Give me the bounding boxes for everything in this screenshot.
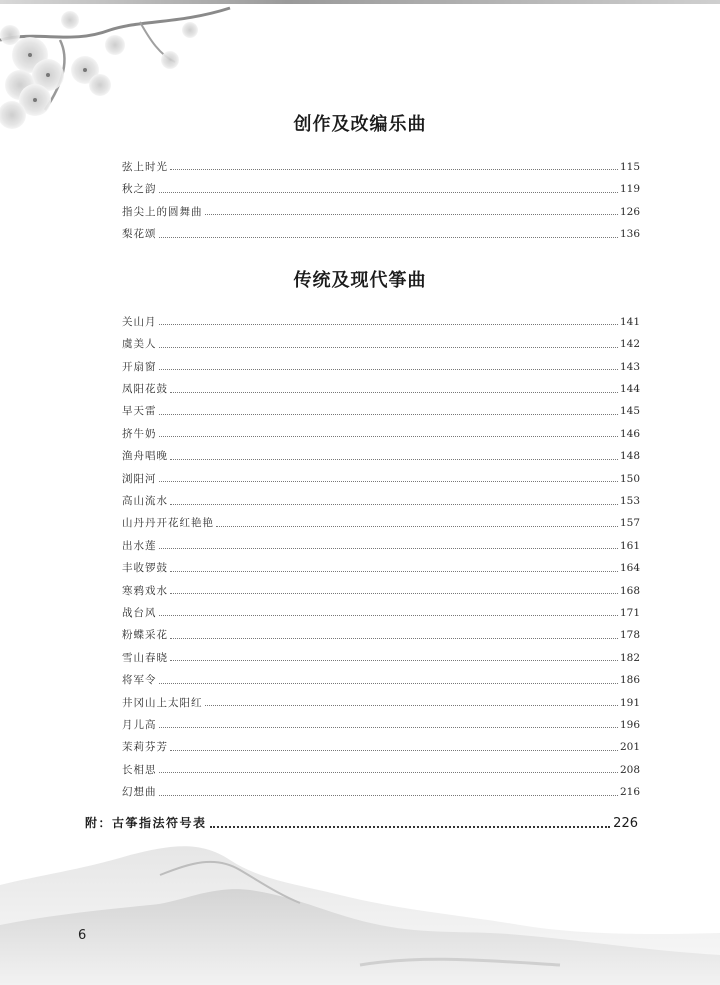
dot-leader: [170, 169, 618, 170]
toc-entry-page: 115: [619, 160, 640, 173]
toc-entry-page: 119: [619, 183, 640, 196]
toc-entry-page: 182: [619, 651, 640, 664]
toc-entry-page: 208: [619, 763, 640, 776]
toc-entry[interactable]: [122, 730, 640, 752]
toc-entry-title: 粉蝶采花: [122, 629, 168, 642]
toc-entry-title: 月儿高: [122, 718, 157, 731]
dot-leader: [159, 347, 618, 348]
toc-entry-title: 茉莉芬芳: [122, 741, 168, 754]
toc-entry-title: 井冈山上太阳红: [122, 696, 203, 709]
toc-entry-page: 144: [619, 383, 640, 396]
dot-leader: [216, 526, 618, 527]
section-title-traditional-works: 传统及现代筝曲: [293, 270, 427, 291]
toc-entry[interactable]: [122, 686, 640, 708]
toc-entry-title: 指尖上的圆舞曲: [122, 205, 203, 218]
toc-entry-title: 早天雷: [122, 405, 157, 418]
toc-entry-title: 渔舟唱晚: [122, 450, 168, 463]
toc-entry-title: 幻想曲: [122, 786, 157, 799]
toc-entry-page: 153: [619, 495, 640, 508]
toc-entry-appendix[interactable]: [85, 814, 638, 831]
dot-leader: [170, 750, 618, 751]
toc-entry-page: 216: [619, 786, 640, 799]
toc-entry[interactable]: [122, 395, 640, 417]
toc-entry-title: 将军令: [122, 674, 157, 687]
toc-entry-title: 浏阳河: [122, 472, 157, 485]
appendix-title: 附：古筝指法符号表: [85, 816, 207, 830]
dot-leader: [170, 638, 618, 639]
dot-leader: [170, 459, 618, 460]
toc-entry[interactable]: [122, 305, 640, 327]
toc-entry-page: 150: [619, 472, 640, 485]
toc-entry-title: 长相思: [122, 763, 157, 776]
appendix-page: 226: [613, 816, 638, 831]
toc-entry[interactable]: [122, 417, 640, 439]
ink-mountain-illustration: [0, 815, 720, 985]
toc-entry-page: 168: [619, 584, 640, 597]
toc-entry-title: 秋之韵: [122, 183, 157, 196]
dot-leader: [170, 593, 618, 594]
dot-leader: [159, 795, 618, 796]
dot-leader: [159, 192, 618, 193]
dot-leader: [159, 772, 618, 773]
toc-entry[interactable]: [122, 663, 640, 685]
dot-leader: [159, 615, 618, 616]
toc-entry-page: 196: [619, 718, 640, 731]
toc-entry[interactable]: [122, 596, 640, 618]
section-title-original-works: 创作及改编乐曲: [293, 114, 427, 135]
toc-entry-title: 弦上时光: [122, 160, 168, 173]
toc-entry-page: 136: [619, 228, 640, 241]
toc-entry[interactable]: [122, 217, 640, 239]
toc-entry[interactable]: [122, 150, 640, 172]
toc-entry[interactable]: [122, 484, 640, 506]
toc-entry-page: 143: [619, 360, 640, 373]
toc-entry-title: 高山流水: [122, 495, 168, 508]
toc-entry-page: 186: [619, 674, 640, 687]
dot-leader: [170, 571, 618, 572]
toc-entry[interactable]: [122, 507, 640, 529]
dot-leader: [159, 414, 618, 415]
toc-entry-page: 201: [619, 741, 640, 754]
dot-leader: [159, 324, 618, 325]
dot-leader: [159, 727, 618, 728]
toc-entry[interactable]: [122, 551, 640, 573]
toc-entry[interactable]: [122, 439, 640, 461]
toc-entry[interactable]: [122, 172, 640, 194]
toc-entry-title: 丰收锣鼓: [122, 562, 168, 575]
toc-entry-page: 178: [619, 629, 640, 642]
toc-entry-page: 145: [619, 405, 640, 418]
toc-entry[interactable]: [122, 350, 640, 372]
dot-leader: [170, 504, 618, 505]
toc-list-original-works: [122, 150, 640, 240]
toc-entry-page: 126: [619, 205, 640, 218]
toc-entry-title: 梨花颂: [122, 228, 157, 241]
toc-entry[interactable]: [122, 708, 640, 730]
toc-entry-title: 寒鸦戏水: [122, 584, 168, 597]
toc-entry-title: 虞美人: [122, 338, 157, 351]
toc-entry[interactable]: [122, 327, 640, 349]
toc-entry-page: 141: [619, 315, 640, 328]
toc-list-traditional-works: [122, 305, 640, 798]
toc-entry-title: 凤阳花鼓: [122, 383, 168, 396]
toc-entry-title: 战台风: [122, 606, 157, 619]
toc-entry-page: 142: [619, 338, 640, 351]
toc-entry[interactable]: [122, 372, 640, 394]
toc-entry[interactable]: [122, 574, 640, 596]
dot-leader: [159, 369, 618, 370]
toc-entry[interactable]: [122, 462, 640, 484]
toc-entry-page: 161: [619, 539, 640, 552]
dot-leader: [159, 237, 618, 238]
toc-entry-page: 157: [619, 517, 640, 530]
toc-entry[interactable]: [122, 618, 640, 640]
toc-entry-title: 关山月: [122, 315, 157, 328]
dot-leader: [170, 660, 618, 661]
toc-entry[interactable]: [122, 775, 640, 797]
toc-entry-title: 出水莲: [122, 539, 157, 552]
dot-leader: [159, 481, 618, 482]
toc-entry-page: 164: [619, 562, 640, 575]
dot-leader: [159, 548, 618, 549]
toc-entry-page: 191: [619, 696, 640, 709]
toc-entry[interactable]: [122, 641, 640, 663]
toc-entry-title: 雪山春晓: [122, 651, 168, 664]
toc-entry[interactable]: [122, 529, 640, 551]
toc-entry-title: 山丹丹开花红艳艳: [122, 517, 214, 530]
toc-entry-page: 146: [619, 427, 640, 440]
toc-entry-page: 148: [619, 450, 640, 463]
toc-entry-title: 挤牛奶: [122, 427, 157, 440]
toc-entry-title: 开扇窗: [122, 360, 157, 373]
dot-leader: [170, 392, 618, 393]
toc-entry-page: 171: [619, 606, 640, 619]
dot-leader: [205, 705, 618, 706]
toc-entry[interactable]: [122, 753, 640, 775]
dot-leader: [159, 683, 618, 684]
dot-leader: [205, 214, 618, 215]
dot-leader: [210, 826, 611, 828]
dot-leader: [159, 436, 618, 437]
toc-entry[interactable]: [122, 195, 640, 217]
page-number: 6: [78, 928, 87, 943]
